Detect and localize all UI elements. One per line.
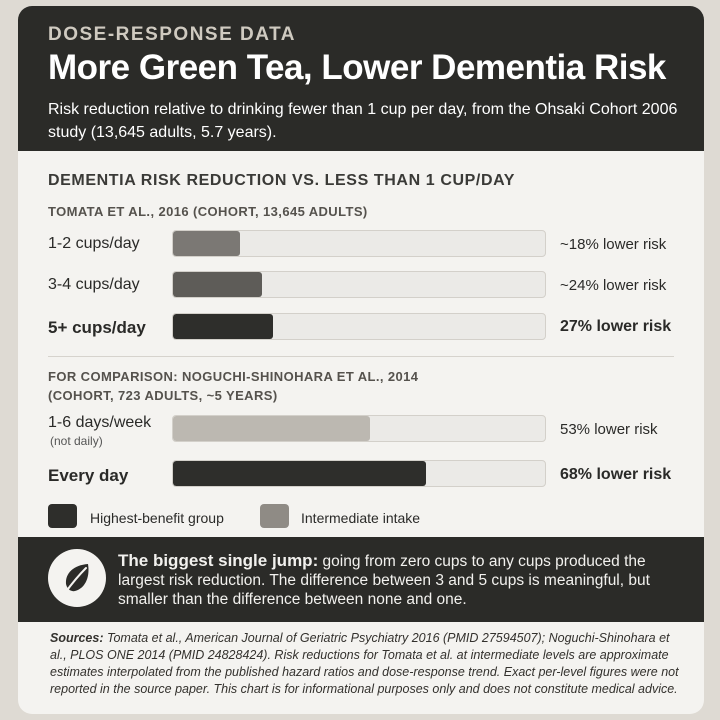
bar-value-label: 68% lower risk bbox=[560, 466, 672, 483]
subtitle: Risk reduction relative to drinking fewer than 1 cup per day, from the Ohsaki Cohort 2006 study (13,645 adults, 5.7 years). bbox=[48, 101, 678, 141]
callout-bold: The biggest single jump: bbox=[118, 551, 319, 570]
header bbox=[18, 6, 704, 151]
legend-label-highest: Highest-benefit group bbox=[90, 510, 224, 526]
bar-value-label: ~24% lower risk bbox=[560, 277, 667, 294]
sources-text: Tomata et al., American Journal of Geriatric Psychiatry 2016 (PMID 27594507); Noguchi-Shinohara et al., PLOS ONE 2014 (PMID 24828424). Risk reductions for Tomata et al. at intermediate levels are approximate estimates interpolated from the published hazard ratios and dose-response trend. Exact per-level figures were not reported in the source paper. This chart is for informational purposes only and does not constitute medical advice. bbox=[50, 631, 679, 696]
callout-box bbox=[18, 537, 704, 622]
legend-swatch-highest bbox=[48, 504, 77, 528]
infographic-card bbox=[18, 6, 704, 714]
study-heading-noguchi: FOR COMPARISON: NOGUCHI-SHINOHARA ET AL., 2014 bbox=[48, 369, 419, 384]
study-heading-noguchi-detail: (COHORT, 723 ADULTS, ~5 YEARS) bbox=[48, 388, 278, 403]
page-title: More Green Tea, Lower Dementia Risk bbox=[48, 48, 666, 87]
bar-label: 3-4 cups/day bbox=[48, 276, 140, 293]
bar-label: 1-2 cups/day bbox=[48, 235, 140, 252]
study-heading-tomata: TOMATA ET AL., 2016 (COHORT, 13,645 ADULTS) bbox=[48, 204, 368, 219]
bar-track bbox=[172, 313, 546, 340]
sources-note bbox=[50, 630, 680, 698]
bar-track bbox=[172, 230, 546, 257]
bar bbox=[173, 272, 262, 297]
bar bbox=[173, 231, 240, 256]
divider bbox=[48, 356, 674, 357]
bar-track bbox=[172, 460, 546, 487]
bar-value-label: ~18% lower risk bbox=[560, 236, 667, 253]
bar-sublabel: (not daily) bbox=[50, 434, 103, 448]
bar-value-label: 53% lower risk bbox=[560, 421, 658, 438]
sources-label: Sources: bbox=[50, 631, 104, 645]
bar bbox=[173, 314, 273, 339]
bar-label: Every day bbox=[48, 466, 129, 485]
legend-label-intermediate: Intermediate intake bbox=[301, 510, 421, 526]
chart-title: DEMENTIA RISK REDUCTION VS. LESS THAN 1 CUP/DAY bbox=[48, 172, 516, 189]
callout-body: going from zero cups to any cups produced the largest risk reduction. The difference between 3 and 5 cups is meaningful, but smaller than the difference between none and one. bbox=[118, 553, 650, 608]
legend-swatch-intermediate bbox=[260, 504, 289, 528]
bar-label: 1-6 days/week bbox=[48, 414, 152, 431]
leaf-icon bbox=[48, 549, 106, 607]
kicker: DOSE-RESPONSE DATA bbox=[48, 24, 296, 45]
bar bbox=[173, 416, 370, 441]
bar-track bbox=[172, 271, 546, 298]
bar-track bbox=[172, 415, 546, 442]
bar-label: 5+ cups/day bbox=[48, 318, 146, 337]
callout-text bbox=[118, 551, 688, 609]
bar bbox=[173, 461, 426, 486]
bar-value-label: 27% lower risk bbox=[560, 318, 672, 335]
